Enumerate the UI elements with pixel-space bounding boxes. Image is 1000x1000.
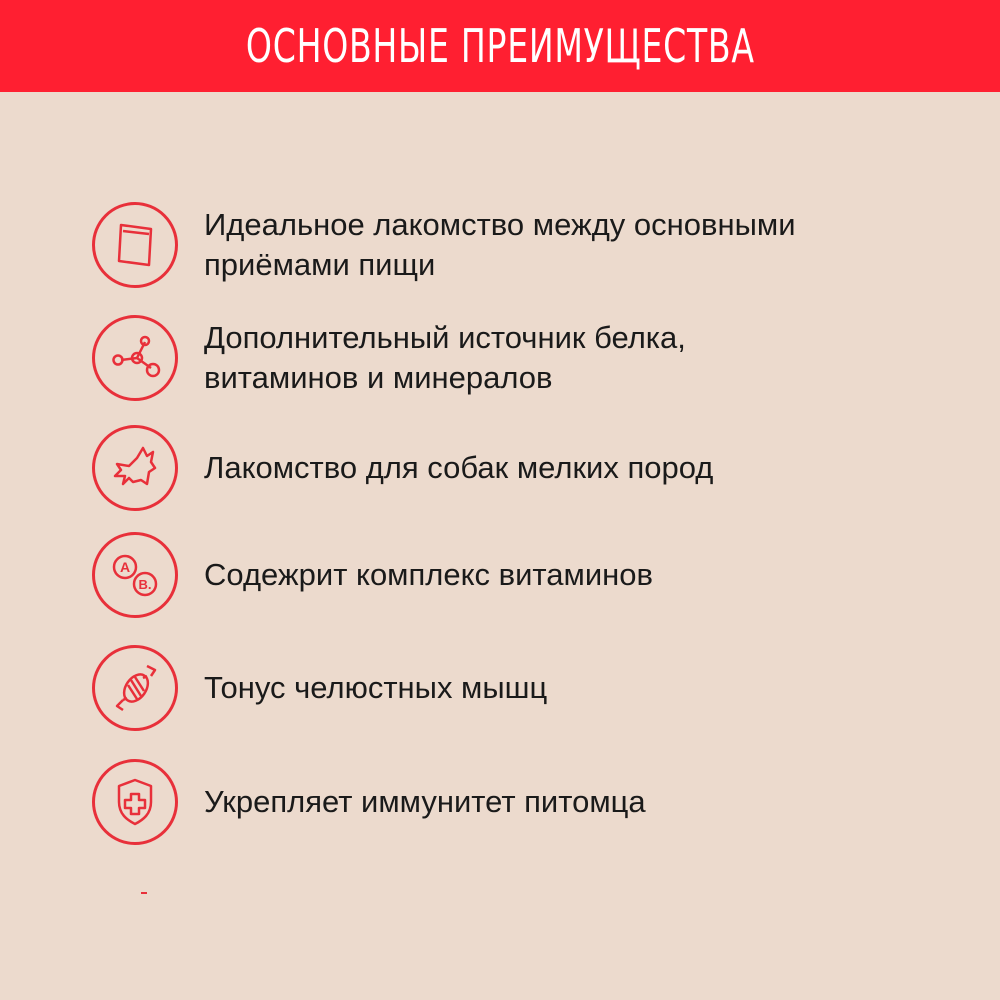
benefit-text: Дополнительный источник белка, витаминов и минералов <box>204 320 686 395</box>
benefit-icon-circle <box>92 645 178 731</box>
benefit-icon-circle <box>92 532 178 618</box>
molecule-icon <box>107 330 163 386</box>
page-title: ОСНОВНЫЕ ПРЕИМУЩЕСТВА <box>245 19 755 73</box>
decorative-dash <box>141 892 147 894</box>
benefit-item <box>92 200 972 290</box>
svg-text:B.: B. <box>138 577 152 592</box>
benefit-text: Тонус челюстных мышц <box>204 670 548 705</box>
vitamins-ab-icon <box>107 547 163 603</box>
zip-bag-icon <box>107 217 163 273</box>
jaw-muscle-icon <box>107 660 163 716</box>
svg-text:A: A <box>119 559 131 575</box>
small-dog-icon <box>107 440 163 496</box>
benefit-text: Лакомство для собак мелких пород <box>204 450 714 485</box>
benefit-icon-circle <box>92 425 178 511</box>
benefit-item <box>92 423 972 513</box>
benefit-text: Укрепляет иммунитет питомца <box>204 784 646 819</box>
benefit-item <box>92 643 972 733</box>
shield-plus-icon <box>107 774 163 830</box>
benefit-item <box>92 313 972 403</box>
benefit-icon-circle <box>92 759 178 845</box>
benefit-text: Идеальное лакомство между основными приёмами пищи <box>204 207 796 282</box>
benefit-item <box>92 757 972 847</box>
benefit-item <box>92 530 972 620</box>
benefit-icon-circle <box>92 315 178 401</box>
benefit-text: Содежрит комплекс витаминов <box>204 557 653 592</box>
benefit-icon-circle <box>92 202 178 288</box>
